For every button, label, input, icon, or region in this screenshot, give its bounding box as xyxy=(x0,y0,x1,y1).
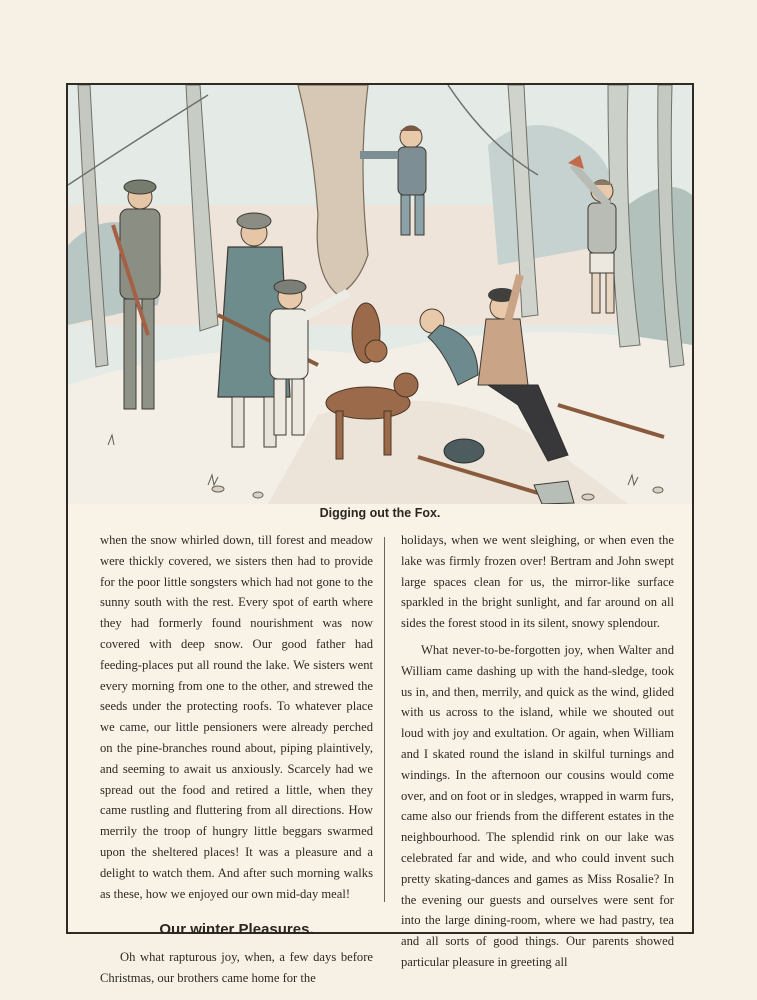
left-paragraph-1: when the snow whirled down, till forest and meadow were thickly covered, we sisters then had to provide for the poor little songsters which had not gone to the sunny south with the rest. Every spot of earth where they had formerly found nourishment was now covered with deep snow. Our good father had feeding-places put all round the lake. We sisters went every morning from one to the other, and strewed the seeds under the protecting roofs. To whatever place we came, our little pensioners were already perched on the pine-branches round about, piping plaintively, and seeming to await us anxiously. Scarcely had we spread out the food and retired a little, when they came rustling and fluttering from all directions. How merrily the troop of hungry little beggars swarmed upon the sheltered places! It was a pleasure and a delight to watch them. And after such morning walks as these, how we enjoyed our own mid-day meal! xyxy=(100,533,373,901)
left-text-column xyxy=(100,530,373,989)
illustration-caption: Digging out the Fox. xyxy=(319,506,441,520)
right-text-column xyxy=(401,530,674,973)
right-paragraph-2: What never-to-be-forgotten joy, when Walter and William came dashing up with the hand-sledge, took us in, and then, merrily, and quick as the wind, glided with us across to the island, while we shouted out loud with joy and exultation. Or again, when William and I skated round the island in skilful turnings and windings. In the afternoon our cousins would come over, and on foot or in sledges, wrapped in warm furs, came also our friends from the different estates in the neighbourhood. The splendid rink on our lake was celebrated far and wide, and who could invent such pretty skating-dances and games as Miss Rosalie? In the evening our guests and ourselves were sent for into the large dining-room, where we had pastry, tea and all sorts of good things. Our parents showed particular pleasure in greeting all xyxy=(401,642,674,969)
page-frame xyxy=(66,83,694,985)
right-paragraph-1: holidays, when we went sleighing, or when even the lake was firmly frozen over! Bertram and John swept large spaces clean for us, the mirror-like surface sparkled in the bright sunlight, and far around on all sides the forest stood in its silent, snowy splendour. xyxy=(401,533,674,631)
section-heading: Our winter Pleasures. xyxy=(159,921,314,939)
left-paragraph-2: Oh what rapturous joy, when, a few days before Christmas, our brothers came home for the xyxy=(100,950,373,985)
column-divider xyxy=(384,537,385,902)
illustration-digging-out-the-fox xyxy=(68,85,692,504)
